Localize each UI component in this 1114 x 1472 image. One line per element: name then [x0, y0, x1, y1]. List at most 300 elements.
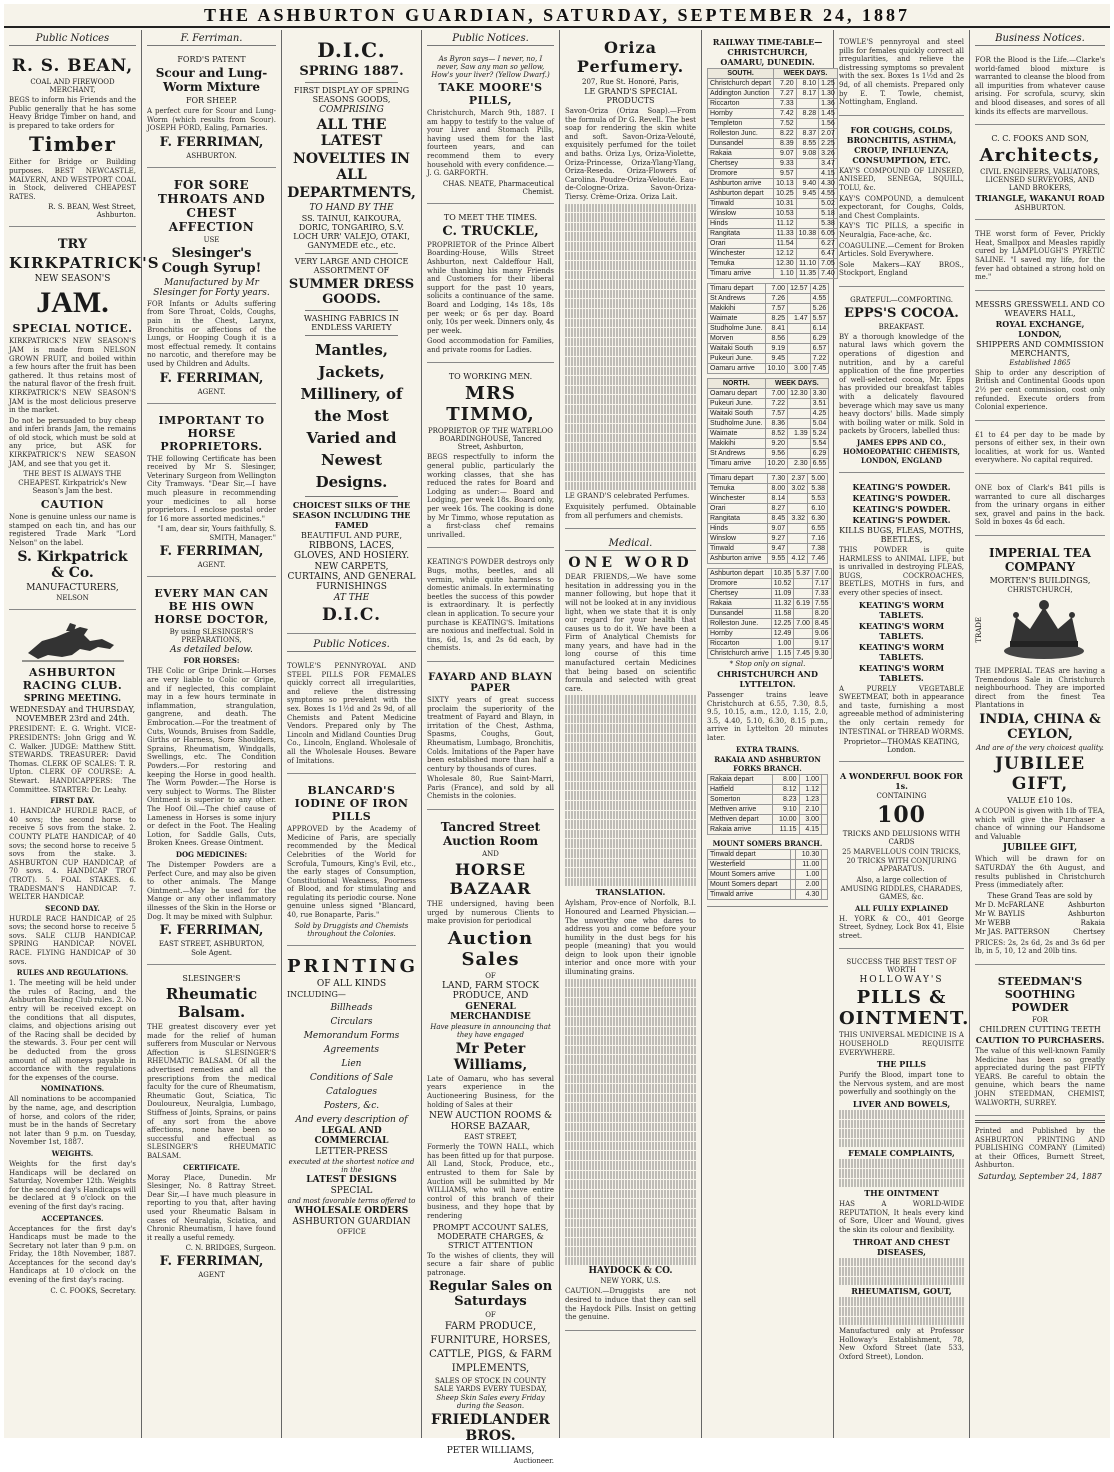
- rail-time: 9.07: [768, 524, 788, 534]
- epps-breakfast: BREAKFAST.: [878, 322, 925, 331]
- rail-station: Dromore: [708, 169, 774, 179]
- ford-town: ASHBURTON.: [186, 151, 237, 160]
- rail-time: [788, 354, 811, 364]
- printing-item: Agreements: [323, 1044, 380, 1055]
- auction-stock: SALES OF STOCK IN COUNTY SALE YARDS EVERY TUESDAY,: [434, 1377, 547, 1394]
- agents-head: These Grand Teas are sold by: [987, 891, 1093, 900]
- racing-accept: Acceptances for the first day's Handicaps must be made to the Secretary not later than 9 p.m. on Friday, the 18th November, 1887. Acceptances for the second day's Handicaps at 10 o'clock on the evening of the first day's racing.: [9, 1224, 136, 1285]
- rail-time: [794, 639, 813, 649]
- columns: [4, 30, 1110, 1466]
- rail-lyttelton: CHRISTCHURCH AND LYTTELTON.: [717, 669, 818, 689]
- racing-advert: [9, 614, 136, 1301]
- imperial-logo-row: [975, 595, 1105, 665]
- doctor-agent: F. FERRIMAN,: [159, 923, 264, 939]
- rail-station: Tinwald arrive: [708, 889, 791, 899]
- blood-body: FOR the Blood is the Life.—Clarke's world-famed blood mixture is warranted to cleanse the blood from all impurities from whatever cause arising. For scrofula, scurvy, skin and blood diseases, and sores of all kinds its effects are marvellous.: [975, 56, 1105, 116]
- truckle-body: PROPRIETOR of the Prince Albert Boarding-House, Wills Street Ashburton, next Caldeffour Hall, while thanking his many Friends and Customers for their liberal support for the past 10 years, solicits a continuance of the same. Board and Lodging, 14s 18s, 18s per week; or 6s per day. Board only, 10s per week. Dinners only, 4s per week.: [427, 240, 554, 335]
- doctor-sole: Sole Agent.: [191, 949, 232, 958]
- rail-time: 7.42: [774, 109, 797, 119]
- rail-station: Orari: [708, 239, 774, 249]
- doctor-detailed: As detailed below.: [170, 645, 253, 656]
- rail-station: Hornby: [708, 109, 774, 119]
- agent-row: [975, 910, 1105, 919]
- rail-time: [796, 159, 819, 169]
- rail-time: 7.52: [774, 119, 797, 129]
- rail-note: * Stop only on signal.: [729, 660, 806, 668]
- kays-coughs: FOR COUGHS, COLDS, BRONCHITIS, ASTHMA, CROUP, INFLUENZA, CONSUMPTION, ETC.: [846, 124, 957, 165]
- dic-washing: WASHING FABRICS IN ENDLESS VARIETY: [303, 314, 400, 332]
- rail-station: Riccarton: [708, 99, 774, 109]
- rail-row: [708, 259, 838, 269]
- ford-advert: [147, 50, 276, 168]
- rail-time: 6.05: [819, 229, 838, 239]
- throat-title: FOR SORE THROATS AND CHEST AFFECTION: [157, 177, 266, 234]
- rail-title: RAILWAY TIME-TABLE—CHRISTCHURCH, OAMARU, DUNEDIN.: [712, 37, 823, 67]
- rail-station: Dunsandel: [708, 139, 774, 149]
- rail-station: Methven arrive: [708, 804, 773, 814]
- rail-row: [708, 784, 828, 794]
- rail-row: [708, 119, 838, 129]
- rail-row: [708, 149, 838, 159]
- rail-station: Rakaia: [708, 149, 774, 159]
- racing-officers: PRESIDENT: E. G. Wright. VICE-PRESIDENTS: John Grigg and W. C. Walker. JUDGE: Matthew Stitt. STEWARDS. TREASURER: David Thomas. CLERK OF SCALES: T. R. Upton. CLERK OF COURSE: A. Stewart. HANDICAPPERS: The Committee. STARTER: Dr. Leahy.: [9, 725, 136, 794]
- rail-time: 4.30: [796, 889, 822, 899]
- rail-time: 8.27: [768, 504, 788, 514]
- column-heading: Business Notices.: [975, 32, 1105, 46]
- rail-time: 9.27: [768, 534, 788, 544]
- rail-south2-table: [707, 283, 829, 374]
- rail-row: [708, 629, 832, 639]
- worm-line: KEATING'S WORM TABLETS.: [858, 662, 945, 683]
- rail-time: [788, 304, 811, 314]
- towle-advert: [287, 656, 416, 774]
- column-1: [4, 30, 160, 1438]
- rail-station: Morven: [708, 334, 766, 344]
- rail-time: 11.32: [771, 599, 794, 609]
- rail-time: [796, 99, 819, 109]
- printing-item: Lien: [341, 1058, 362, 1069]
- rail-time: 8.00: [772, 774, 799, 784]
- rail-time: [788, 344, 811, 354]
- rail-time: 8.12: [772, 784, 799, 794]
- rail-col-head: SOUTH.: [708, 69, 774, 79]
- racing-rules-head: RULES AND REGULATIONS.: [16, 968, 129, 978]
- column-7: [834, 30, 970, 1438]
- book-body: 25 MARVELLOUS COIN TRICKS, 20 TRICKS WITH CONJURING APPARATUS.: [842, 848, 961, 874]
- epps-title: EPPS'S COCOA.: [844, 305, 959, 321]
- racing-dates: WEDNESDAY and THURSDAY, NOVEMBER 23rd and 24th.: [9, 705, 136, 724]
- book-head: A WONDERFUL BOOK FOR 1s.: [840, 771, 963, 792]
- rail-col-head: NORTH.: [708, 379, 766, 389]
- printing-special: SPECIAL: [330, 1185, 373, 1196]
- agent-row: [975, 901, 1105, 910]
- rail-time: 10.38: [796, 229, 819, 239]
- rail-time: 7.00: [765, 284, 788, 294]
- gresswell-advert: [975, 295, 1105, 421]
- kirkpatrick-advert: [9, 231, 160, 610]
- dic-summer: SUMMER DRESS GOODS.: [288, 277, 415, 307]
- oriza-legrand2: LE GRAND'S celebrated Perfumes.: [565, 492, 690, 501]
- racing-first-day: 1. HANDICAP HURDLE RACE, of 40 sovs; the second horse to receive 5 sovs from the stake. 2. COUNTY PLATE HANDICAP, of 40 sovs; the second horse to receive 5 sovs from the stake. 3. ASHBURTON CUP HANDICAP, of 70 sovs. 4. HANDICAP TROT (TROT). 5. FOAL STAKES. 6. TRADESMAN'S HANDICAP. 7. WELTER HANDICAP.: [9, 807, 136, 902]
- clark-advert: [975, 478, 1105, 536]
- rail-time: 6.27: [819, 239, 838, 249]
- book-100: 100: [877, 802, 926, 829]
- rail-row: [708, 334, 829, 344]
- clark-body: ONE box of Clark's B41 pills is warranted to cure all discharges from the urinary organs in either sex, gravel and pains in the back. Sold in boxes 4s 6d each.: [975, 484, 1105, 527]
- rail-row: [708, 794, 828, 804]
- rail-row: [708, 314, 829, 324]
- rail-station: Hatfield: [708, 784, 773, 794]
- rail-station: Waimate: [708, 314, 766, 324]
- agent-row: [975, 919, 1105, 928]
- rail-north2-table: [707, 473, 828, 564]
- bean-timber: Timber: [29, 132, 116, 157]
- rail-station: Chertsey: [708, 159, 774, 169]
- auction-title: Tancred Street Auction Room: [440, 820, 541, 849]
- rail-station: Ashburton depart: [708, 569, 772, 579]
- agent-name: Mr JAS. PATTERSON: [975, 927, 1050, 936]
- balsam-role: AGENT: [198, 1271, 225, 1280]
- auction-land: LAND, FARM STOCK PRODUCE, AND: [442, 980, 539, 1001]
- rail-time: 2.25: [819, 139, 838, 149]
- column-5: [560, 30, 702, 1438]
- kirk-caution-body: None is genuine unless our name is stamped on each tin, and has our registered Trade Mark "Lord Nelson" on the label.: [9, 513, 136, 547]
- towle2-advert: [839, 32, 964, 116]
- agent-place: Ashburton: [1067, 900, 1105, 909]
- racing-nominations-head: NOMINATIONS.: [40, 1084, 105, 1094]
- rail-time: 9.10: [772, 804, 799, 814]
- rail-row: [708, 304, 829, 314]
- rail-time: 9.45: [765, 354, 788, 364]
- printing-advert: [287, 950, 419, 1243]
- worm-line: KEATING'S WORM TABLETS.: [858, 620, 945, 641]
- rail-row: [708, 109, 838, 119]
- horse-proprietors-advert: [147, 408, 276, 578]
- truckle-meet: TO MEET THE TIMES.: [443, 212, 538, 222]
- tea-prices: PRICES: 2s, 2s 6d, 2s and 3s 6d per lb, in 5, 10, 12 and 20lb tins.: [975, 938, 1105, 956]
- rail-time: 10.31: [774, 199, 797, 209]
- doctor-dog: The Distemper Powders are a Perfect Cure, and may also be given to other animals. The Mange Ointment.—May be used for the Mange or any other inflammatory illnesses of the Skin in the Horse or Dog. It may be mixed with Sulphur.: [147, 860, 276, 921]
- rail-station: Waitaki South: [708, 344, 766, 354]
- imperial-tea-advert: [975, 540, 1105, 965]
- rail-time: 8.23: [772, 794, 799, 804]
- rail-row: [708, 79, 838, 89]
- rail-row: [708, 229, 838, 239]
- rail-row: [708, 824, 828, 834]
- rail-time: 2.00: [796, 879, 822, 889]
- bean-advert: [9, 50, 136, 227]
- rail-time: 11.09: [771, 589, 794, 599]
- rail-time: 8.45: [812, 619, 831, 629]
- rail-time: 9.07: [774, 149, 797, 159]
- rail-time: 2.10: [799, 804, 821, 814]
- kirk-best: THE BEST IS ALWAYS THE CHEAPEST. Kirkpatrick's New Season's Jam the best.: [18, 470, 127, 496]
- rail-time: [822, 879, 828, 889]
- printing-item: Memorandum Forms: [303, 1030, 400, 1041]
- rail-station: Dromore: [708, 579, 772, 589]
- rail-station: Rakaia depart: [708, 774, 773, 784]
- rail-time: 9.40: [796, 179, 819, 189]
- rail-time: 12.12: [774, 249, 797, 259]
- newspaper-page: [4, 4, 1110, 1466]
- notices-heading: Public Notices.: [287, 638, 416, 652]
- balsam-advert: [147, 969, 276, 1286]
- rail-time: 1.39: [788, 429, 811, 439]
- epps-advert: [839, 291, 964, 473]
- auction-horse: HORSE BAZAAR: [449, 860, 532, 899]
- kays-3: KAY'S TIC PILLS, a specific in Neuralgia, Face-ache, &c.: [839, 222, 964, 239]
- printing-letter: LETTER-PRESS: [315, 1146, 388, 1157]
- fayard-advert: [427, 666, 554, 810]
- rail-row: [708, 859, 828, 869]
- rail-time: 11.12: [774, 219, 797, 229]
- rail-station: Oamaru depart: [708, 389, 766, 399]
- dic-latest: ALL THE LATEST: [316, 117, 387, 149]
- auction-regular: Regular Sales on Saturdays: [428, 1279, 553, 1310]
- rail-time: 7.00: [765, 389, 788, 399]
- rail-row: [708, 579, 832, 589]
- rail-time: 7.46: [808, 554, 828, 564]
- rail-time: 8.55: [796, 139, 819, 149]
- rail-station: Methven depart: [708, 814, 773, 824]
- fayard-sold: Wholesale 80, Rue Saint-Marri, Paris (France), and sold by all Chemists in the colonies.: [427, 775, 554, 801]
- rail-row: [708, 159, 838, 169]
- rail-row: [708, 129, 838, 139]
- moore-title: TAKE MOORE'S PILLS,: [438, 81, 543, 107]
- racing-accept-head: ACCEPTANCES.: [41, 1213, 104, 1223]
- moore-advert: [427, 50, 554, 204]
- agent-place: Rakaia: [1080, 918, 1105, 927]
- kays-coaguline: COAGULINE.—Cement for Broken Articles. Sold Everywhere.: [839, 241, 964, 259]
- rail-time: 11.54: [774, 239, 797, 249]
- rail-row: [708, 189, 838, 199]
- rail-time: 7.40: [819, 269, 838, 279]
- rail-time: 3.30: [810, 389, 829, 399]
- gresswell-name: MESSRS GRESSWELL AND CO WEAVERS HALL,: [975, 299, 1105, 318]
- imprint-date: Saturday, September 24, 1887: [978, 1172, 1102, 1182]
- rail-station: Riccarton: [708, 639, 772, 649]
- rail-time: [796, 199, 819, 209]
- imperial-cch: CHRISTCHURCH,: [1007, 586, 1073, 595]
- kirk-jam: JAM.: [36, 286, 109, 320]
- rail-time: 8.41: [765, 324, 788, 334]
- doctor-addr: EAST STREET, ASHBURTON,: [158, 940, 265, 949]
- racing-sign: C. C. FOOKS, Secretary.: [50, 1286, 136, 1295]
- rail-time: 4.12: [788, 554, 808, 564]
- keating-body: KEATING'S POWDER destroys only Bugs, moths, beetles, and all vermin, while quite harmless to domestic animals. In exterminating beetles the success of this powder is extraordinary. It is perfectly clean in application. To secure your purchase is KEATING'S. Imitations are noxious and ineffectual. Sold in tins, 6d, 1s, and 2s 6d each, by chemists.: [427, 558, 554, 653]
- rail-row: [708, 474, 828, 484]
- rail-time: 8.36: [765, 419, 788, 429]
- balsam-sign: C. N. BRIDGES, Surgeon.: [185, 1244, 276, 1253]
- agent-row: [975, 928, 1105, 937]
- architects-advert: [975, 129, 1105, 220]
- column-8: [970, 30, 1110, 1438]
- rail-time: [822, 869, 828, 879]
- arch-title: Architects,: [979, 145, 1101, 167]
- rail-time: 7.33: [774, 99, 797, 109]
- rail-time: [788, 504, 808, 514]
- rail-row: [708, 599, 832, 609]
- gresswell-body: Ship to order any description of British and Continental Goods upon 2½ per cent commission, cost only refunded. Execute orders from Colonial experience.: [975, 368, 1105, 412]
- rail-time: 7.27: [774, 89, 797, 99]
- rail-row: [708, 249, 838, 259]
- rail-row: [708, 389, 829, 399]
- racing-second-day: HURDLE RACE HANDICAP, of 25 sovs; the second horse to receive 5 sovs. SALE CLUB HANDICAP. SPRING HANDICAP. NOVEL RACE. FLYING HANDICAP of 30 sovs.: [9, 914, 136, 966]
- rail-time: 9.20: [765, 439, 788, 449]
- column-heading: Public Notices: [9, 32, 136, 46]
- rail-station: Orari: [708, 504, 768, 514]
- agent-name: Mr W. BAYLIS: [975, 909, 1025, 918]
- rail-time: 10.13: [774, 179, 797, 189]
- rail-time: [794, 579, 813, 589]
- rail-time: [788, 419, 811, 429]
- rail-time: 5.38: [819, 219, 838, 229]
- rail-time: 3.51: [810, 399, 829, 409]
- rail-row: [708, 429, 829, 439]
- rail-time: [794, 609, 813, 619]
- blancard-sold: Sold by Druggists and Chemists throughout the Colonies.: [294, 921, 409, 938]
- rail-col-head: WEEK DAYS.: [774, 69, 838, 79]
- blancard-title: BLANCARD'S IODINE OF IRON PILLS: [294, 784, 409, 824]
- rail-time: 1.00: [796, 869, 822, 879]
- rail-station: Ashburton arrive: [708, 179, 774, 189]
- rail-row: [708, 514, 828, 524]
- printing-every: And every description of: [295, 1114, 408, 1125]
- printing-terms: and most favorable terms offered to: [287, 1196, 416, 1205]
- jubilee-body: A COUPON is given with 1lb of TEA, which will give the Purchaser a chance of winning our Handsome and Valuable: [975, 807, 1105, 841]
- rail-station: Ashburton depart: [708, 189, 774, 199]
- rail-time: 1.23: [799, 794, 821, 804]
- holl-success: SUCCESS THE BEST TEST OF WORTH: [846, 958, 957, 975]
- blancard-body: APPROVED by the Academy of Medicine of Paris, are specially recommended by the Medical Celebrities of the World for Scrofula, Tumours, King's Evil, etc., the early stages of Consumption, Constitutional Weakness, Poorness of Blood, and for stimulating and regulating its periodic course. None genuine unless signed "Blancard, 40, rue Bonaparte, Paris.": [287, 825, 416, 920]
- rail-time: 9.30: [812, 649, 831, 659]
- rail-time: 3.26: [819, 149, 838, 159]
- rail-station: Rangitata: [708, 514, 768, 524]
- moore-sign: CHAS. NEATE, Pharmaceutical Chemist.: [442, 179, 554, 196]
- rail-station: Addington Junction: [708, 89, 774, 99]
- epps-head: GRATEFUL—COMFORTING.: [850, 295, 953, 304]
- auction-of2: OF: [485, 1311, 496, 1320]
- rail-station: Tinwald: [708, 199, 774, 209]
- rail-time: 11.35: [796, 269, 819, 279]
- imperial-choice: And are of the very choicest quality.: [976, 744, 1104, 752]
- dic-first: FIRST DISPLAY OF SPRING SEASONS GOODS,: [293, 86, 410, 104]
- rail-row: [708, 239, 838, 249]
- rail-row: [708, 544, 828, 554]
- rail-time: 4.15: [819, 169, 838, 179]
- worm-body: A PURELY VEGETABLE SWEETMEAT, both in appearance and taste, furnishing a most agreeable method of administering the only certain remedy for INTESTINAL or THREAD WORMS.: [839, 684, 964, 736]
- rail-time: 11.15: [772, 824, 799, 834]
- rail-time: 12.30: [774, 259, 797, 269]
- rail-row: [708, 209, 838, 219]
- rail-station: Winslow: [708, 534, 768, 544]
- rail-time: 3.00: [799, 814, 821, 824]
- balsam-agent: F. FERRIMAN,: [159, 1254, 264, 1270]
- racing-second-day-head: SECOND DAY.: [45, 903, 100, 913]
- rail-time: 4.25: [810, 284, 829, 294]
- rail-time: 1.56: [819, 119, 838, 129]
- horse-agent: F. FERRIMAN,: [159, 544, 264, 560]
- rail-time: 9.56: [765, 449, 788, 459]
- kays-makers: Sole Makers—KAY BROS., Stockport, England: [839, 260, 964, 278]
- imperial-trade-label: TRADE: [975, 617, 983, 643]
- kirk-nelson: NELSON: [56, 594, 89, 603]
- rail-station: Studholme June.: [708, 324, 766, 334]
- rail-time: 8.45: [768, 514, 788, 524]
- racing-weights-head: WEIGHTS.: [51, 1148, 94, 1158]
- kirk-mfr: MANUFACTURERS,: [26, 583, 119, 594]
- auction-east: EAST STREET,: [464, 1133, 517, 1142]
- rail-time: 6.30: [808, 514, 828, 524]
- rail-time: 1.25: [819, 79, 838, 89]
- agents-list: [975, 901, 1105, 937]
- horse-sign: "I am, dear sir, Yours faithfully, S. SMITH, Manager.": [157, 525, 276, 542]
- auction-sales: Auction Sales: [447, 927, 534, 970]
- rail-row: [708, 399, 829, 409]
- auction-body2: Late of Oamaru, who has several years experience in the Auctioneering Business, for the holding of Sales at their: [427, 1074, 554, 1109]
- steedman-title: STEEDMAN'S SOOTHING POWDER: [997, 974, 1083, 1014]
- keating-kills-body: THIS POWDER is quite HARMLESS to ANIMAL LIFE, but is unrivalled in destroying FLEAS, BUGS, COCKROACHES, BEETLES, MOTHS in furs, and every other species of insect.: [839, 546, 964, 597]
- oriza-title: Oriza Perfumery.: [576, 38, 685, 76]
- rail-time: 10.20: [765, 459, 788, 469]
- blood-advert: [975, 50, 1105, 125]
- rail-station: Hinds: [708, 524, 768, 534]
- rail-time: 4.15: [799, 824, 821, 834]
- rail-time: 10.52: [771, 579, 794, 589]
- book-advert: [839, 766, 964, 949]
- keating-line: KEATING'S POWDER.: [852, 504, 951, 514]
- book-tricks: TRICKS AND DELUSIONS WITH CARDS: [842, 830, 961, 847]
- holl-pills-body: Purify the Blood, impart tone to the Nervous system, and are most powerfully and soothingly on the: [839, 1071, 964, 1097]
- rail-station: Templeton: [708, 119, 774, 129]
- steedman-body: The value of this well-known Family Medicine has been so greatly appreciated during the past FIFTY YEARS. Be careful to obtain the genuine, which bears the name JOHN STEEDMAN, CHEMIST, WALWORTH, SURREY.: [975, 1046, 1105, 1107]
- kirk-try: TRY: [57, 237, 88, 253]
- steedman-caution: CAUTION TO PURCHASERS.: [975, 1034, 1105, 1045]
- doctor-for-horses: FOR HORSES:: [183, 656, 240, 666]
- rail-time: 10.53: [774, 209, 797, 219]
- rail-row: [708, 354, 829, 364]
- rail-time: [794, 629, 813, 639]
- truckle-name: C. TRUCKLE,: [442, 223, 539, 239]
- kirk-co: S. Kirkpatrick & Co.: [17, 549, 128, 582]
- rail-time: [794, 589, 813, 599]
- auction-announce: Have pleasure in announcing that they have engaged: [430, 1022, 551, 1039]
- rail-row: [708, 524, 828, 534]
- rail-row: [708, 649, 832, 659]
- rail-time: [788, 534, 808, 544]
- balsam-cert-head: CERTIFICATE.: [183, 1162, 240, 1172]
- rail-time: 7.45: [794, 649, 813, 659]
- rail-north-table: [707, 378, 829, 469]
- rail-time: 2.30: [788, 459, 811, 469]
- column-2: [142, 30, 282, 1438]
- racing-weights: Weights for the first day's Handicaps will be declared on Saturday, November 12th. Weights for the second day's Handicaps will be declared at 9 o'clock on the evening of the first day's racing.: [9, 1159, 136, 1211]
- printing-item: Billheads: [330, 1002, 373, 1013]
- column-6: [702, 30, 834, 1438]
- rail-time: 7.30: [768, 474, 788, 484]
- rail-time: 11.58: [771, 609, 794, 619]
- rail-row: [708, 639, 832, 649]
- towle2-body: TOWLE'S pennyroyal and steel pills for females quickly correct all irregularities, and relieve the distressing symptoms so prevalent with the sex. Boxes 1s 1½d and 2s 9d, of all chemists. Prepared only by E. T. Towle, chemist, Nottingham, England.: [839, 38, 964, 107]
- oriza-body: Savon-Oriza (Oriza Soap).—From the formula of Dr G. Revell. The best soap for rendering the skin white and soft. Savon-Oriza-Velouté, exquisitely perfumed for the toilet and baths. Oriza Lys, Oriza-Violette, Oriza-Princesse, Oriza-Ylang-Ylang, Oriza-Reseda. Oriza-Flowers of Carolina. Poudre-Oriza-Velouté. Eau-de-Cologne-Oriza. Savon-Oriza-Tiersy. Crème-Oriza. Oriza Lait.: [565, 107, 696, 201]
- rail-station: Westerfield: [708, 859, 791, 869]
- rail-time: [821, 824, 827, 834]
- rail-station: Chertsey: [708, 589, 772, 599]
- fever-advert: [975, 224, 1105, 291]
- throat-maker: Manufactured by Mr Slesinger for Forty years.: [153, 277, 270, 298]
- rail-time: 1.15: [771, 649, 794, 659]
- dic-ships: SS. TAINUI, KAIKOURA, DORIC, TONGARIRO, S.V. LOCH URR' VALEJO, OTAKI, GANYMEDE etc., etc.: [293, 214, 410, 250]
